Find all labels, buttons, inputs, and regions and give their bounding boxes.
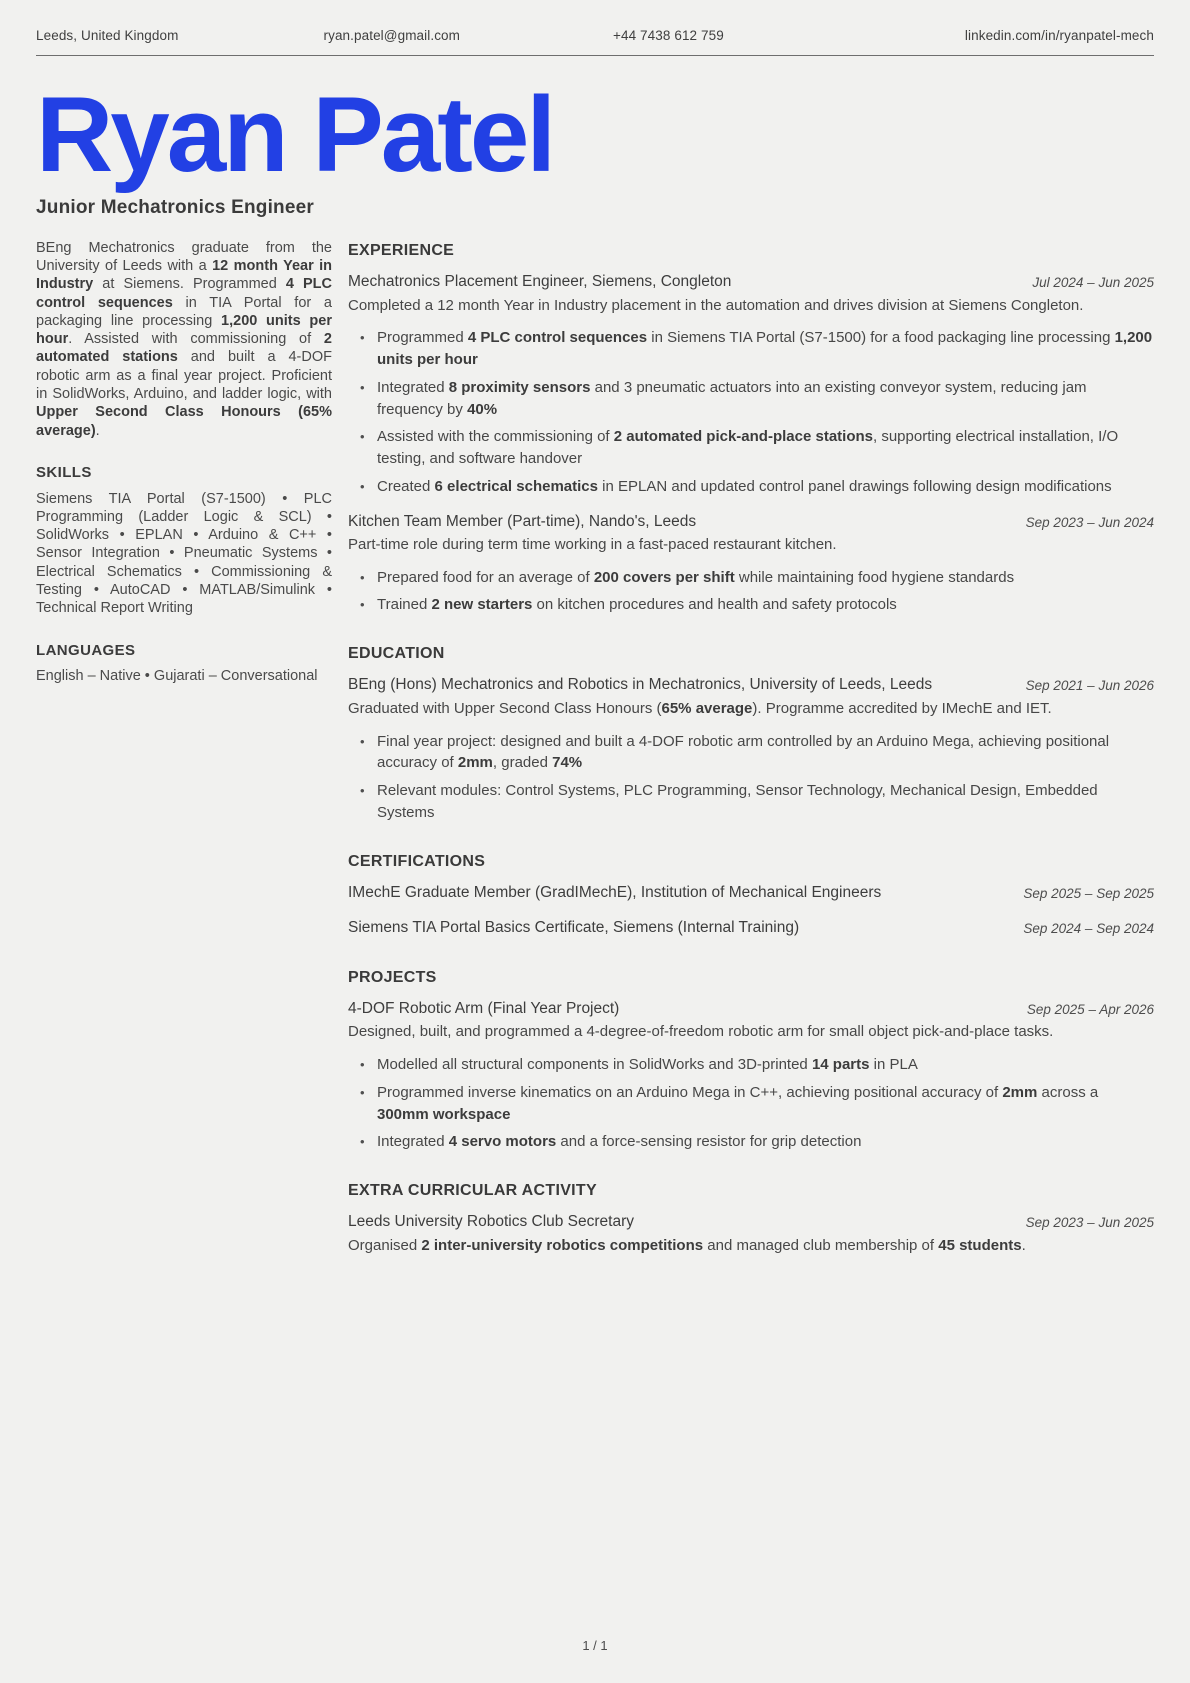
bullet-item: • Programmed 4 PLC control sequences in Siemens TIA Portal (S7-1500) for a food packaging line processing 1,200 units per hour (360, 327, 1154, 371)
entry-header (348, 882, 1154, 904)
entry-title: BEng (Hons) Mechatronics and Robotics in Mechatronics, University of Leeds, Leeds (348, 676, 933, 694)
bullet-item: • Created 6 electrical schematics in EPLAN and updated control panel drawings following design modifications (360, 476, 1154, 498)
section-entry (348, 511, 1154, 617)
entry-description: Part-time role during term time working in a fast-paced restaurant kitchen. (348, 535, 837, 553)
entry-title: Leeds University Robotics Club Secretary (348, 1213, 635, 1231)
entry-description: Designed, built, and programmed a 4-degree-of-freedom robotic arm for small object pick-and-place tasks. (348, 1023, 1054, 1041)
bullet-item: • Trained 2 new starters on kitchen procedures and health and safety protocols (360, 594, 1154, 616)
resume-section (348, 642, 1154, 823)
entry-bullets (360, 1054, 1154, 1153)
bullet-item: • Final year project: designed and built a 4-DOF robotic arm controlled by an Arduino Mega, achieving positional accuracy of 2mm, graded 74% (360, 731, 1154, 775)
skills-heading: SKILLS (36, 463, 92, 481)
person-name: Ryan Patel (36, 74, 554, 194)
entry-title: Kitchen Team Member (Part-time), Nando's, Leeds (348, 512, 697, 530)
resume-section (348, 1179, 1154, 1256)
entry-header (348, 674, 1154, 696)
entry-header (348, 511, 1154, 533)
entry-title: Mechatronics Placement Engineer, Siemens, Congleton (348, 273, 732, 291)
contact-linkedin: linkedin.com/in/ryanpatel-mech (964, 28, 1154, 43)
section-entry (348, 1211, 1154, 1256)
languages-list: English – Native • Gujarati – Conversational (36, 668, 318, 685)
contact-location: Leeds, United Kingdom (36, 28, 179, 43)
entry-bullets (360, 731, 1154, 824)
contact-bar (36, 28, 1154, 56)
entry-date: Sep 2023 – Jun 2024 (1025, 514, 1154, 530)
entry-header (348, 917, 1154, 939)
content-columns (36, 239, 1154, 1283)
entry-date: Sep 2025 – Sep 2025 (1023, 885, 1154, 901)
bullet-item: • Programmed inverse kinematics on an Arduino Mega in C++, achieving positional accuracy of 2mm across a 300mm workspace (360, 1082, 1154, 1126)
bullet-item: • Modelled all structural components in SolidWorks and 3D-printed 14 parts in PLA (360, 1054, 1154, 1076)
bullet-item: • Prepared food for an average of 200 covers per shift while maintaining food hygiene standards (360, 567, 1154, 589)
entry-date: Sep 2024 – Sep 2024 (1023, 921, 1154, 937)
bullet-item: • Integrated 8 proximity sensors and 3 pneumatic actuators into an existing conveyor system, reducing jam frequency by 40% (360, 377, 1154, 421)
page-number: 1 / 1 (582, 1638, 608, 1653)
entry-description: Completed a 12 month Year in Industry placement in the automation and drives division at Siemens Congleton. (348, 296, 1084, 314)
entry-date: Sep 2025 – Apr 2026 (1026, 1001, 1154, 1017)
right-column (348, 239, 1154, 1283)
bullet-item: • Integrated 4 servo motors and a force-sensing resistor for grip detection (360, 1131, 1154, 1153)
resume-section (348, 239, 1154, 616)
section-title: EDUCATION (348, 645, 445, 663)
section-title: CERTIFICATIONS (348, 852, 486, 870)
entry-bullets (360, 567, 1154, 617)
summary-paragraph: BEng Mechatronics graduate from the University of Leeds with a 12 month Year in Industry at Siemens. Programmed 4 PLC control sequences in TIA Portal for a packaging line processing 1,200 units per hour. Assisted with commissioning of 2 automated stations and built a 4-DOF robotic arm as a final year project. Proficient in SolidWorks, Arduino, and ladder logic, with Upper Second Class Honours (65% average). (36, 239, 332, 439)
section-entry (348, 998, 1154, 1153)
section-title: EXTRA CURRICULAR ACTIVITY (348, 1182, 597, 1200)
section-entry (348, 882, 1154, 904)
section-entry (348, 674, 1154, 823)
entry-header (348, 1211, 1154, 1233)
bullet-item: • Relevant modules: Control Systems, PLC Programming, Sensor Technology, Mechanical Design, Embedded Systems (360, 780, 1154, 824)
section-entry (348, 917, 1154, 939)
entry-header (348, 998, 1154, 1020)
section-title: PROJECTS (348, 968, 437, 986)
resume-section (348, 966, 1154, 1153)
entry-date: Sep 2021 – Jun 2026 (1025, 678, 1154, 694)
entry-description: Organised 2 inter-university robotics competitions and managed club membership of 45 students. (348, 1236, 1026, 1254)
entry-title: 4-DOF Robotic Arm (Final Year Project) (348, 999, 620, 1017)
entry-bullets (360, 327, 1154, 497)
contact-phone: +44 7438 612 759 (613, 28, 724, 43)
contact-email: ryan.patel@gmail.com (323, 28, 461, 43)
entry-header (348, 271, 1154, 293)
person-title: Junior Mechatronics Engineer (36, 196, 314, 218)
entry-title: Siemens TIA Portal Basics Certificate, Siemens (Internal Training) (348, 919, 800, 937)
resume-section (348, 850, 1154, 940)
bullet-item: • Assisted with the commissioning of 2 automated pick-and-place stations, supporting electrical installation, I/O testing, and software handover (360, 426, 1154, 470)
section-entry (348, 271, 1154, 497)
languages-heading: LANGUAGES (36, 641, 136, 659)
skills-list: Siemens TIA Portal (S7-1500) • PLC Programming (Ladder Logic & SCL) • SolidWorks • EPLAN • Arduino & C++ • Sensor Integration • Pneumatic Systems • Electrical Schematics • Commissioning & Testing • AutoCAD • MATLAB/Simulink • Technical Report Writing (36, 490, 332, 617)
entry-title: IMechE Graduate Member (GradIMechE), Institution of Mechanical Engineers (348, 883, 882, 901)
entry-description: Graduated with Upper Second Class Honours (65% average). Programme accredited by IMechE and IET. (348, 699, 1052, 717)
section-title: EXPERIENCE (348, 241, 455, 259)
left-column (36, 239, 332, 1283)
entry-date: Sep 2023 – Jun 2025 (1025, 1215, 1154, 1231)
entry-date: Jul 2024 – Jun 2025 (1032, 275, 1154, 291)
